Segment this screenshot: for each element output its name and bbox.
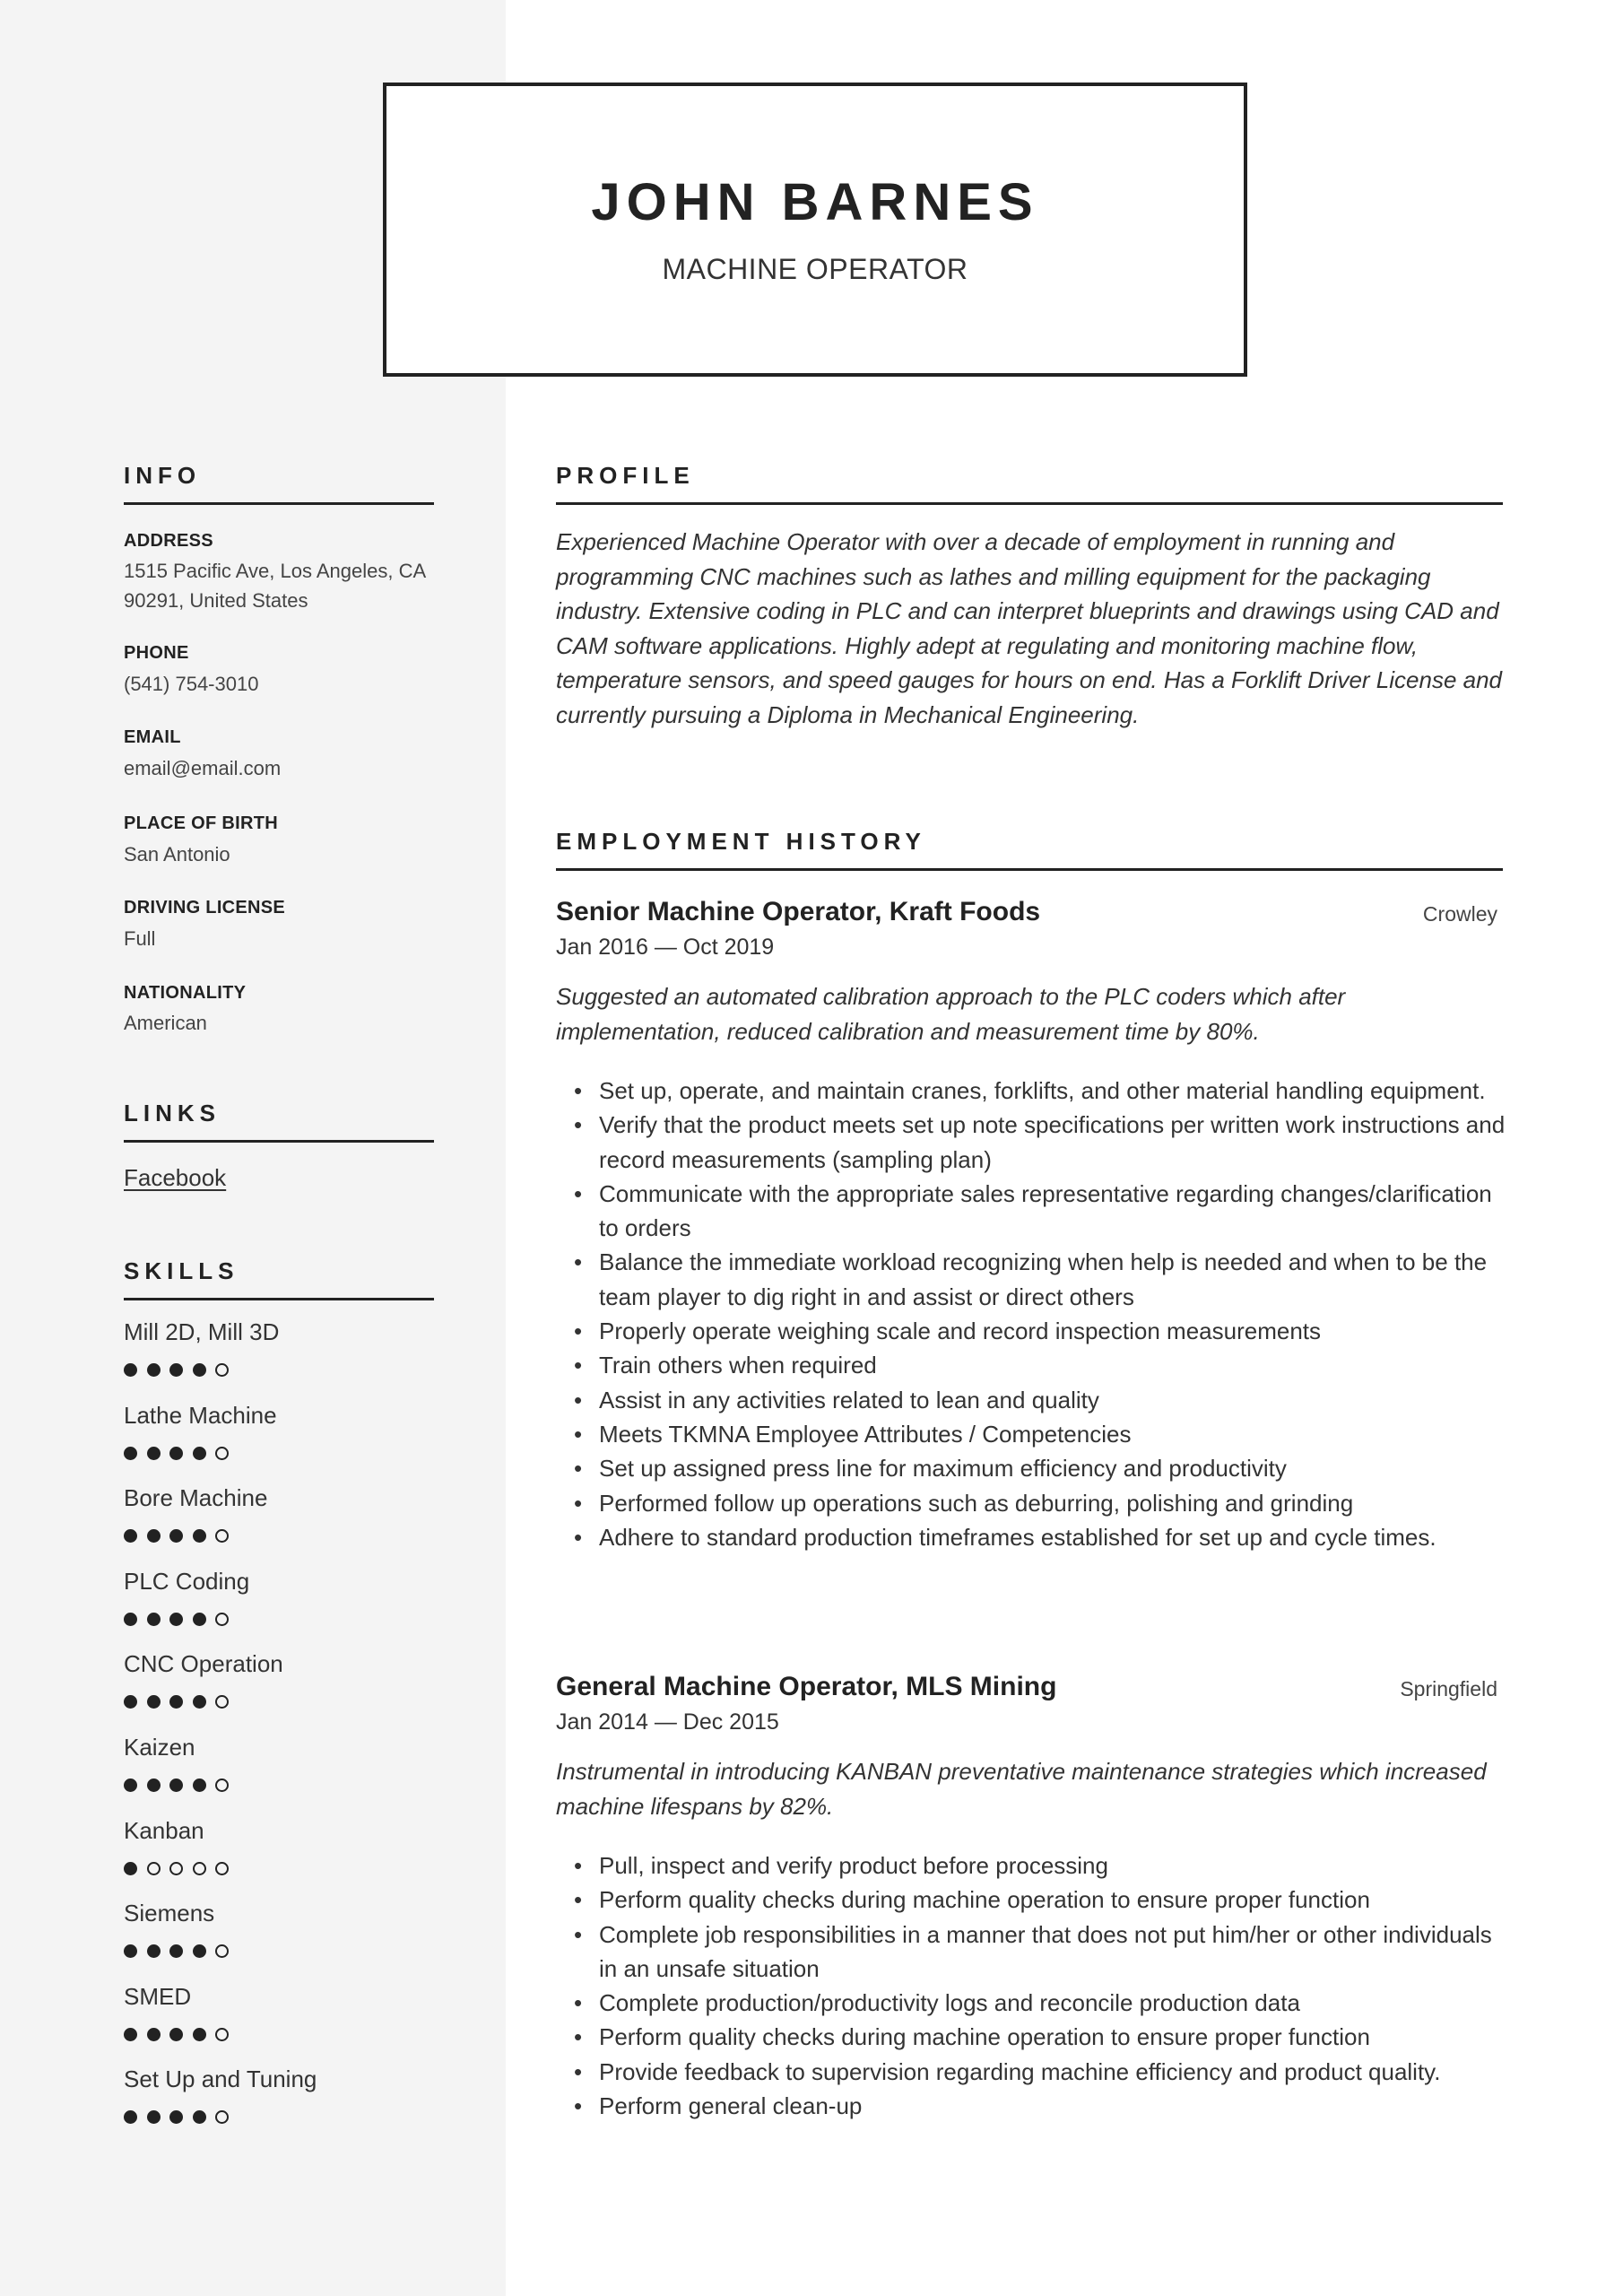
skill-name: Lathe Machine (124, 1401, 277, 1429)
skill-name: Siemens (124, 1900, 215, 1927)
job-summary: Suggested an automated calibration approach to the PLC coders which after implementation, reduced calibration and measurement time by 80%. (556, 983, 1346, 1045)
job-bullet-item: • Verify that the product meets set up note specifications per written work instructions and record measurements (sampling plan) (556, 1108, 1506, 1177)
job-bullet-item: • Adhere to standard production timeframes established for set up and cycle times. (556, 1520, 1506, 1554)
job-location: Crowley (1422, 902, 1497, 926)
name-header-box (383, 83, 1247, 377)
email-label: EMAIL (124, 727, 181, 747)
skill-dot-filled (147, 1363, 161, 1377)
job-dates: Jan 2014 — Dec 2015 (556, 1709, 779, 1735)
job-bullet-item: • Train others when required (556, 1348, 1506, 1382)
job-title: Senior Machine Operator, Kraft Foods (556, 897, 1041, 926)
job-title: General Machine Operator, MLS Mining (556, 1672, 1057, 1701)
skill-dot-filled (147, 1944, 161, 1958)
job-bullet-item: • Properly operate weighing scale and record inspection measurements (556, 1314, 1506, 1348)
skill-name: SMED (124, 1982, 192, 2010)
skill-dot-empty (215, 2028, 229, 2041)
skills-heading: SKILLS (124, 1257, 434, 1300)
skill-dot-empty (215, 1862, 229, 1875)
skill-name: Kanban (124, 1816, 204, 1844)
skill-name: Set Up and Tuning (124, 2066, 317, 2093)
skill-name: PLC Coding (124, 1567, 250, 1595)
phone-value: (541) 754-3010 (124, 673, 259, 695)
skill-dot-filled (193, 1363, 206, 1377)
job-bullets (556, 1074, 1506, 1554)
job-bullet-item: • Provide feedback to supervision regarding machine efficiency and product quality. (556, 2055, 1506, 2089)
links-heading: LINKS (124, 1100, 434, 1143)
skill-dot-empty (215, 1447, 229, 1460)
skill-dot-filled (193, 2028, 206, 2041)
skill-dot-filled (193, 1779, 206, 1792)
skill-dot-empty (147, 1862, 161, 1875)
job-bullet-item: • Meets TKMNA Employee Attributes / Competencies (556, 1417, 1506, 1451)
skill-dot-empty (215, 1363, 229, 1377)
job-bullet-item: • Set up assigned press line for maximum efficiency and productivity (556, 1451, 1506, 1485)
facebook-link[interactable]: Facebook (124, 1164, 227, 1191)
address-label: ADDRESS (124, 531, 213, 551)
job-bullet-item: • Balance the immediate workload recognizing when help is needed and when to be the team player to dig right in and assist or direct others (556, 1245, 1506, 1314)
job-bullets (556, 1848, 1506, 2123)
skill-dot-empty (169, 1862, 183, 1875)
skill-dot-filled (193, 2110, 206, 2124)
job-location: Springfield (1400, 1677, 1497, 1700)
address-value: 1515 Pacific Ave, Los Angeles, CA 90291, United States (124, 560, 425, 612)
skill-dot-filled (193, 1695, 206, 1709)
skill-dot-filled (124, 1862, 137, 1875)
job-bullet-item: • Complete job responsibilities in a manner that does not put him/her or other individuals in an unsafe situation (556, 1918, 1506, 1987)
profile-text: Experienced Machine Operator with over a decade of employment in running and programming CNC machines such as lathes and milling equipment for the packaging industry. Extensive coding in PLC and can interpret blueprints and drawings using CAD and CAM software applications. Highly adept at regulating and monitoring machine flow, temperature sensors, and speed gauges for hours on end. Has a Forklift Driver License and currently pursuing a Diploma in Mechanical Engineering. (556, 528, 1503, 728)
skill-dot-filled (124, 1613, 137, 1626)
job-summary: Instrumental in introducing KANBAN preventative maintenance strategies which increased machine lifespans by 82%. (556, 1758, 1487, 1820)
candidate-name: JOHN BARNES (591, 173, 1039, 231)
employment-heading: EMPLOYMENT HISTORY (556, 828, 1503, 871)
skill-name: CNC Operation (124, 1650, 283, 1678)
place-of-birth-value: San Antonio (124, 843, 230, 865)
skill-dot-filled (147, 1447, 161, 1460)
job-bullet-item: • Set up, operate, and maintain cranes, forklifts, and other material handling equipment. (556, 1074, 1506, 1108)
place-of-birth-label: PLACE OF BIRTH (124, 813, 278, 833)
nationality-label: NATIONALITY (124, 983, 247, 1003)
job-bullet-item: • Communicate with the appropriate sales representative regarding changes/clarification to orders (556, 1177, 1506, 1246)
skill-dot-filled (147, 2028, 161, 2041)
skill-dot-empty (215, 1613, 229, 1626)
skill-dot-filled (147, 1529, 161, 1543)
skill-dot-filled (169, 1363, 183, 1377)
skill-dot-filled (169, 1613, 183, 1626)
skill-dot-filled (193, 1447, 206, 1460)
driving-license-label: DRIVING LICENSE (124, 898, 286, 918)
skill-name: Bore Machine (124, 1484, 268, 1512)
job-bullet-item: • Complete production/productivity logs and reconcile production data (556, 1986, 1506, 2020)
job-dates: Jan 2016 — Oct 2019 (556, 935, 775, 960)
skill-dot-filled (169, 1779, 183, 1792)
skill-dot-filled (124, 1447, 137, 1460)
job-bullet-item: • Perform general clean-up (556, 2089, 1506, 2123)
skill-name: Kaizen (124, 1734, 195, 1761)
skill-dot-filled (124, 1363, 137, 1377)
skill-dot-empty (193, 1862, 206, 1875)
job-bullet-item: • Pull, inspect and verify product before processing (556, 1848, 1506, 1883)
profile-heading: PROFILE (556, 462, 1503, 505)
phone-label: PHONE (124, 643, 189, 663)
nationality-value: American (124, 1012, 207, 1034)
skill-dot-empty (215, 1779, 229, 1792)
skill-dot-filled (124, 1779, 137, 1792)
skill-dot-filled (124, 2028, 137, 2041)
skill-dot-filled (193, 1529, 206, 1543)
skill-dot-filled (169, 1447, 183, 1460)
skill-dot-filled (147, 1695, 161, 1709)
info-heading: INFO (124, 462, 434, 505)
skill-dot-filled (193, 1613, 206, 1626)
job-bullet-item: • Perform quality checks during machine operation to ensure proper function (556, 1883, 1506, 1917)
skill-name: Mill 2D, Mill 3D (124, 1318, 280, 1345)
skill-dot-filled (147, 1613, 161, 1626)
job-bullet-item: • Assist in any activities related to lean and quality (556, 1383, 1506, 1417)
skill-dot-filled (169, 2028, 183, 2041)
job-bullet-item: • Perform quality checks during machine operation to ensure proper function (556, 2020, 1506, 2054)
skill-dot-filled (147, 1779, 161, 1792)
job-bullet-item: • Performed follow up operations such as deburring, polishing and grinding (556, 1486, 1506, 1520)
skill-dot-filled (147, 2110, 161, 2124)
driving-license-value: Full (124, 927, 156, 950)
skill-dot-filled (193, 1944, 206, 1958)
candidate-title: MACHINE OPERATOR (662, 253, 968, 285)
email-value: email@email.com (124, 757, 282, 779)
